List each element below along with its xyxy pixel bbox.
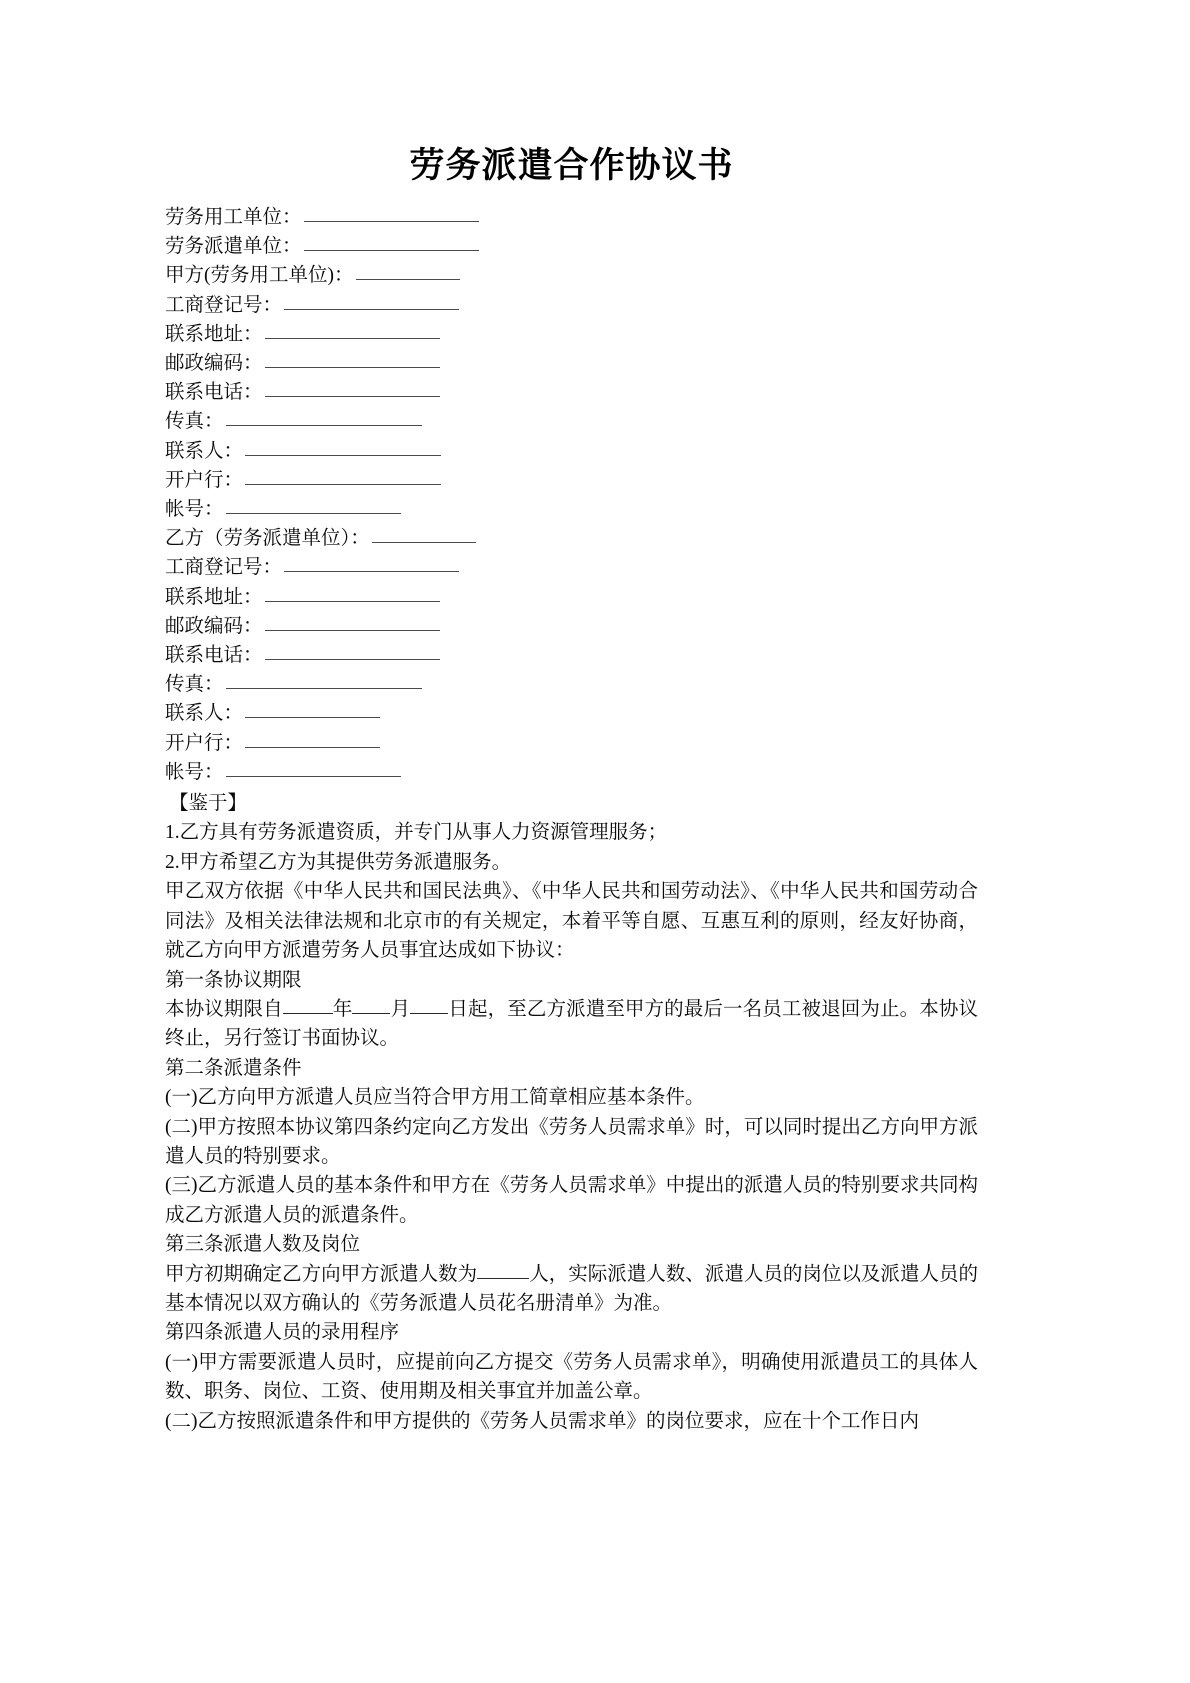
form-label: 工商登记号： — [165, 557, 283, 579]
form-blank-field[interactable] — [226, 407, 422, 427]
form-row-party-b-fax — [165, 670, 978, 699]
form-blank-field[interactable] — [304, 202, 479, 222]
form-label: 劳务派遣单位： — [165, 236, 302, 258]
form-blank-field[interactable] — [265, 611, 440, 631]
recital-item-1: 1.乙方具有劳务派遣资质，并专门从事人力资源管理服务； — [165, 822, 668, 844]
form-label: 联系地址： — [165, 586, 263, 608]
day-blank-field[interactable] — [410, 995, 448, 1014]
year-blank-field[interactable] — [283, 995, 333, 1014]
form-label: 联系人： — [165, 703, 244, 725]
form-label: 帐号： — [165, 499, 224, 521]
form-blank-field[interactable] — [304, 232, 479, 252]
article-1-text-c: 月 — [390, 998, 411, 1020]
article-1-text-b: 年 — [332, 998, 353, 1020]
article-2-item-2: (二)甲方按照本协议第四条约定向乙方发出《劳务人员需求单》时，可以同时提出乙方向甲方派遣人员的特别要求。 — [165, 1116, 978, 1167]
form-row-employer-unit — [165, 203, 978, 232]
form-row-party-b-postal-code — [165, 612, 978, 641]
form-row-party-a-contact-person — [165, 437, 978, 466]
form-blank-field[interactable] — [226, 670, 422, 690]
article-1-heading: 第一条协议期限 — [165, 969, 302, 991]
article-3-text-a: 甲方初期确定乙方向甲方派遣人数为 — [165, 1263, 478, 1285]
form-label: 联系电话： — [165, 645, 263, 667]
headcount-blank-field[interactable] — [477, 1260, 529, 1279]
document-content — [165, 0, 978, 1436]
form-row-dispatch-unit — [165, 232, 978, 261]
form-blank-field[interactable] — [265, 641, 440, 661]
form-blank-field[interactable] — [265, 582, 440, 602]
form-row-party-b-phone — [165, 641, 978, 670]
form-row-party-a-registration-number — [165, 291, 978, 320]
form-label: 邮政编码： — [165, 615, 263, 637]
party-information-form — [165, 203, 978, 787]
agreement-body — [165, 789, 978, 1436]
form-row-party-a-address — [165, 320, 978, 349]
form-row-party-a-bank — [165, 466, 978, 495]
form-blank-field[interactable] — [226, 757, 401, 777]
recital-item-2: 2.甲方希望乙方为其提供劳务派遣服务。 — [165, 851, 512, 873]
form-row-party-b-address — [165, 583, 978, 612]
article-1-text-a: 本协议期限自 — [165, 998, 283, 1020]
form-row-party-a — [165, 261, 978, 290]
form-blank-field[interactable] — [284, 290, 459, 310]
form-blank-field[interactable] — [265, 349, 440, 369]
article-3-heading: 第三条派遣人数及岗位 — [165, 1234, 361, 1256]
form-blank-field[interactable] — [226, 495, 401, 515]
article-1-paragraph — [165, 995, 978, 1054]
form-blank-field[interactable] — [245, 465, 441, 485]
form-label: 联系地址： — [165, 323, 263, 345]
form-row-party-b-registration-number — [165, 553, 978, 582]
form-blank-field[interactable] — [265, 378, 440, 398]
month-blank-field[interactable] — [352, 995, 390, 1014]
form-label: 传真： — [165, 674, 224, 696]
preamble-paragraph: 甲乙双方依据《中华人民共和国民法典》、《中华人民共和国劳动法》、《中华人民共和国劳动合同法》及相关法律法规和北京市的有关规定，本着平等自愿、互惠互利的原则，经友好协商，就乙方向甲方派遣劳务人员事宜达成如下协议： — [165, 881, 978, 962]
form-label: 传真： — [165, 411, 224, 433]
form-row-party-b — [165, 524, 978, 553]
form-blank-field[interactable] — [245, 436, 441, 456]
form-label: 劳务用工单位： — [165, 207, 302, 228]
form-blank-field[interactable] — [356, 261, 460, 281]
form-label: 帐号： — [165, 761, 224, 783]
form-row-party-a-account-number — [165, 495, 978, 524]
form-blank-field[interactable] — [372, 524, 476, 544]
form-row-party-b-contact-person — [165, 699, 978, 728]
form-row-party-a-fax — [165, 407, 978, 436]
page-title: 劳务派遣合作协议书 — [409, 146, 734, 185]
article-4-heading: 第四条派遣人员的录用程序 — [165, 1322, 400, 1344]
form-row-party-b-account-number — [165, 758, 978, 787]
form-blank-field[interactable] — [245, 699, 380, 719]
article-1-text-d: 日起，至乙方派遣至甲方的最后一名员工被退回为止。本协议终止，另行签订书面协议。 — [165, 998, 978, 1050]
form-label: 工商登记号： — [165, 294, 283, 316]
article-3-text-b: 人，实际派遣人数、派遣人员的岗位以及派遣人员的基本情况以双方确认的《劳务派遣人员花名册清单》为准。 — [165, 1263, 978, 1314]
article-2-heading: 第二条派遣条件 — [165, 1057, 302, 1079]
form-row-party-a-phone — [165, 378, 978, 407]
recital-heading: 【鉴于】 — [169, 793, 248, 815]
form-label: 邮政编码： — [165, 353, 263, 375]
article-2-item-3: (三)乙方派遣人员的基本条件和甲方在《劳务人员需求单》中提出的派遣人员的特别要求共同构成乙方派遣人员的派遣条件。 — [165, 1175, 978, 1226]
form-label: 开户行： — [165, 732, 244, 754]
article-2-item-1: (一)乙方向甲方派遣人员应当符合甲方用工简章相应基本条件。 — [165, 1087, 705, 1109]
form-label: 开户行： — [165, 469, 244, 491]
form-label: 乙方（劳务派遣单位）： — [165, 528, 370, 550]
article-4-item-2: (二)乙方按照派遣条件和甲方提供的《劳务人员需求单》的岗位要求，应在十个工作日内 — [165, 1410, 919, 1432]
form-blank-field[interactable] — [284, 553, 459, 573]
form-blank-field[interactable] — [265, 319, 440, 339]
article-4-item-1: (一)甲方需要派遣人员时，应提前向乙方提交《劳务人员需求单》，明确使用派遣员工的具体人数、职务、岗位、工资、使用期及相关事宜并加盖公章。 — [165, 1351, 978, 1403]
article-3-paragraph — [165, 1260, 978, 1319]
form-label: 联系人： — [165, 440, 244, 462]
form-blank-field[interactable] — [245, 728, 380, 748]
form-label: 甲方(劳务用工单位)： — [165, 265, 354, 287]
form-row-party-a-postal-code — [165, 349, 978, 378]
form-row-party-b-bank — [165, 729, 978, 758]
form-label: 联系电话： — [165, 382, 263, 404]
